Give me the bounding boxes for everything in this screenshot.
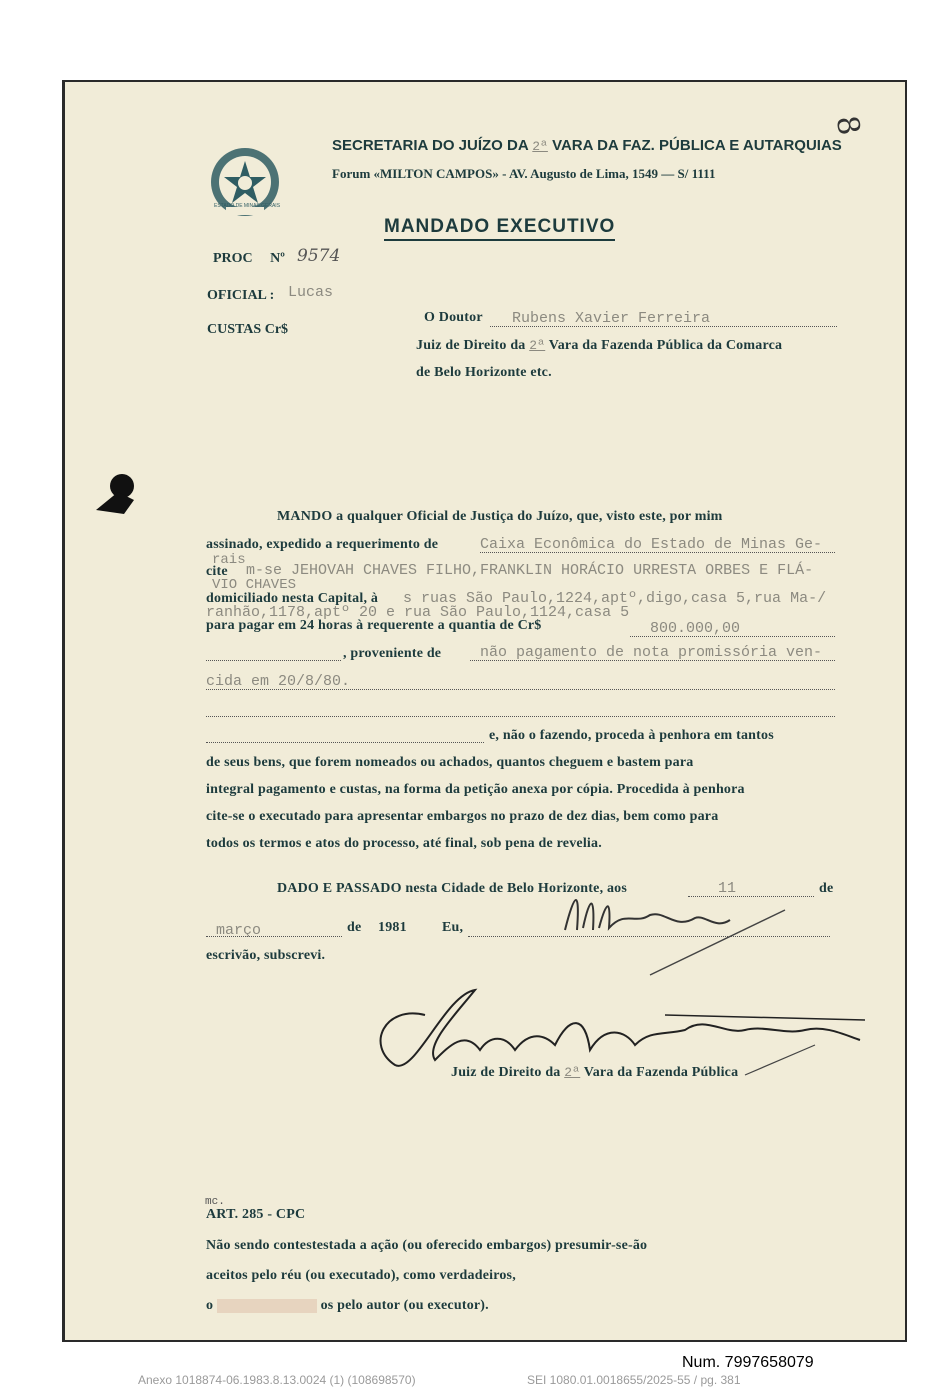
header-line-2: Forum «MILTON CAMPOS» - AV. Augusto de Lima, 1549 — S/ 1111: [332, 166, 716, 181]
dado-passado-line: DADO E PASSADO nesta Cidade de Belo Horizonte, aos: [277, 881, 628, 896]
document-number: Num. 7997658079: [682, 1354, 814, 1371]
mes-dotted-line: [206, 936, 342, 937]
vencida-value: cida em 20/8/80.: [206, 673, 351, 690]
judge-caption-a: Juiz de Direito da: [451, 1065, 561, 1080]
art-285-label: ART. 285 - CPC: [206, 1207, 306, 1222]
footer-note-line-3-b: os pelo autor (ou executor).: [320, 1298, 489, 1313]
document-title: MANDADO EXECUTIVO: [384, 216, 615, 241]
oficial-value: Lucas: [288, 284, 334, 301]
ano-value: 1981: [378, 920, 407, 935]
requerente-value: Caixa Econômica do Estado de Minas Ge-: [480, 536, 823, 553]
endereco-line-1: s ruas São Paulo,1224,aptº,digo,casa 5,rua Ma-/: [403, 590, 827, 607]
de-label-2: de: [347, 920, 362, 935]
document-page: [62, 80, 907, 1342]
penhora-line-3: integral pagamento e custas, na forma da petição anexa por cópia. Procedida à penhora: [206, 782, 745, 797]
judge-caption-vara: 2ª: [564, 1065, 581, 1080]
endereco-line-2: ranhão,1178,aptº 20 e rua São Paulo,1124,casa 5: [206, 604, 630, 621]
proveniente-prefix-dotted-line: [206, 660, 341, 661]
judge-line-2-b: Vara da Fazenda Pública da Comarca: [548, 338, 783, 353]
judge-line-3: de Belo Horizonte etc.: [416, 365, 552, 380]
mes-value: março: [216, 922, 262, 939]
oficial-label: OFICIAL :: [207, 288, 275, 303]
proveniente-dotted-line: [470, 660, 835, 661]
doutor-name: Rubens Xavier Ferreira: [512, 310, 711, 327]
de-label-1: de: [819, 881, 834, 896]
dia-value: 11: [718, 880, 737, 897]
doutor-label: O Doutor: [424, 310, 483, 325]
footer-note-line-3-a: o: [206, 1298, 214, 1313]
penhora-line-1: e, não o fazendo, proceda à penhora em tantos: [489, 728, 774, 743]
requerente-dotted-line: [480, 552, 835, 553]
proveniente-value: não pagamento de nota promissória ven-: [480, 644, 823, 661]
escrivao-line: escrivão, subscrevi.: [206, 948, 326, 963]
quantia-dotted-line: [630, 636, 835, 637]
footer-note-line-2: aceitos pelo réu (ou executado), como verdadeiros,: [206, 1268, 516, 1283]
para-pagar-line: para pagar em 24 horas à requerente a quantia de Cr$: [206, 618, 542, 633]
handwritten-page-number: 8: [828, 113, 867, 138]
header-line-1: [332, 137, 842, 154]
coat-of-arms-seal: [206, 143, 284, 221]
vencida-dotted-line: [206, 689, 835, 690]
doutor-dotted-line: [490, 326, 837, 327]
anexo-reference: Anexo 1018874-06.1983.8.13.0024 (1) (108698570): [138, 1373, 416, 1387]
domiciliado-label: domiciliado nesta Capital, à: [206, 591, 379, 606]
cite-vio-chaves: VIO CHAVES: [212, 577, 297, 593]
cite-value: m-se JEHOVAH CHAVES FILHO,FRANKLIN HORÁCIO URRESTA ORBES E FLÁ-: [246, 562, 814, 579]
proveniente-label: , proveniente de: [343, 646, 442, 661]
quantia-value: 800.000,00: [650, 620, 741, 637]
penhora-line-2: de seus bens, que forem nomeados ou achados, quantos cheguem e bastem para: [206, 755, 694, 770]
sei-reference: SEI 1080.01.0018655/2025-55 / pg. 381: [527, 1373, 741, 1387]
judge-signature-caption: [451, 1065, 738, 1081]
ink-blot: [94, 470, 140, 520]
seal-text: ESTADO DE MINAS GERAIS: [214, 203, 281, 209]
eu-label: Eu,: [442, 920, 464, 935]
penhora-prefix-dotted-line: [206, 742, 484, 743]
torn-paper-patch: [217, 1299, 317, 1313]
proc-label: [213, 251, 285, 267]
requerente-rais: rais: [212, 552, 246, 568]
judge-line-2: [416, 338, 782, 354]
mando-line: MANDO a qualquer Oficial de Justiça do Juízo, que, visto este, por mim: [277, 509, 723, 524]
clerk-signature: [555, 870, 795, 980]
typist-initials: mc.: [205, 1196, 225, 1208]
footer-note-line-1: Não sendo contestestada a ação (ou oferecido embargos) presumir-se-ão: [206, 1238, 648, 1253]
blank-dotted-line: [206, 716, 835, 717]
judge-line-2-vara: 2ª: [529, 338, 546, 353]
footer-note-line-3: [206, 1298, 489, 1314]
penhora-line-4: cite-se o executado para apresentar embargos no prazo de dez dias, bem como para: [206, 809, 719, 824]
header-secretaria: SECRETARIA DO JUÍZO DA: [332, 137, 529, 154]
proc-no-text: Nº: [270, 251, 285, 266]
judge-line-2-a: Juiz de Direito da: [416, 338, 526, 353]
penhora-line-5: todos os termos e atos do processo, até final, sob pena de revelia.: [206, 836, 602, 851]
header-vara-text: VARA DA FAZ. PÚBLICA E AUTARQUIAS: [552, 137, 842, 154]
header-vara-number: 2ª: [532, 139, 548, 154]
cite-label: cite: [206, 564, 228, 579]
assinado-line: assinado, expedido a requerimento de: [206, 537, 439, 552]
judge-caption-b: Vara da Fazenda Pública: [583, 1065, 739, 1080]
custas-label: CUSTAS Cr$: [207, 322, 289, 337]
proc-text: PROC: [213, 251, 253, 266]
proc-number: 9574: [297, 246, 341, 266]
